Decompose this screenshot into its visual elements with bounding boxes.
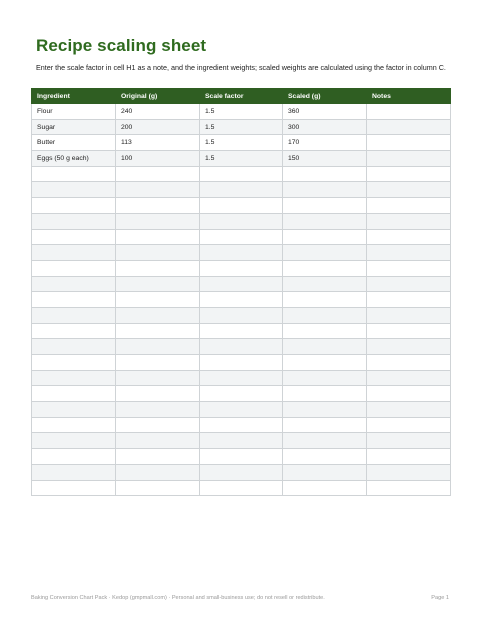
cell-ingredient[interactable] — [32, 464, 116, 480]
cell-scale-factor[interactable] — [200, 292, 283, 308]
table-header-row — [32, 89, 451, 104]
cell-scaled[interactable] — [283, 260, 367, 276]
cell-ingredient[interactable] — [32, 307, 116, 323]
cell-notes[interactable] — [367, 135, 451, 151]
cell-scale-factor[interactable]: 1.5 — [200, 151, 283, 167]
cell-ingredient[interactable] — [32, 323, 116, 339]
cell-scale-factor[interactable] — [200, 433, 283, 449]
table-row — [32, 355, 451, 371]
table-row — [32, 307, 451, 323]
column-header-scale-factor: Scale factor — [200, 89, 283, 104]
cell-scale-factor[interactable] — [200, 370, 283, 386]
cell-original[interactable] — [116, 480, 200, 496]
cell-original[interactable] — [116, 402, 200, 418]
cell-notes[interactable] — [367, 480, 451, 496]
cell-scaled[interactable] — [283, 182, 367, 198]
cell-ingredient[interactable] — [32, 355, 116, 371]
cell-notes[interactable] — [367, 229, 451, 245]
cell-notes[interactable] — [367, 166, 451, 182]
cell-scale-factor[interactable] — [200, 245, 283, 261]
table-row — [32, 166, 451, 182]
cell-original[interactable] — [116, 355, 200, 371]
table-row — [32, 433, 451, 449]
cell-scale-factor[interactable] — [200, 229, 283, 245]
cell-notes[interactable] — [367, 104, 451, 120]
column-header-ingredient: Ingredient — [32, 89, 116, 104]
table-row — [32, 339, 451, 355]
cell-scale-factor[interactable] — [200, 182, 283, 198]
cell-notes[interactable] — [367, 323, 451, 339]
cell-ingredient[interactable]: Eggs (50 g each) — [32, 151, 116, 167]
cell-notes[interactable] — [367, 198, 451, 214]
cell-scale-factor[interactable] — [200, 449, 283, 465]
cell-scale-factor[interactable] — [200, 339, 283, 355]
cell-ingredient[interactable] — [32, 449, 116, 465]
cell-original[interactable] — [116, 417, 200, 433]
cell-scale-factor[interactable] — [200, 480, 283, 496]
cell-ingredient[interactable] — [32, 260, 116, 276]
cell-scale-factor[interactable] — [200, 276, 283, 292]
cell-scaled[interactable] — [283, 449, 367, 465]
cell-scaled[interactable] — [283, 166, 367, 182]
cell-scaled[interactable] — [283, 307, 367, 323]
cell-ingredient[interactable] — [32, 166, 116, 182]
footer-credit: Baking Conversion Chart Pack · Kedop (gmpmall.com) · Personal and small-business use; do not resell or redistribute. — [31, 595, 325, 601]
table-row — [32, 386, 451, 402]
cell-scaled[interactable] — [283, 229, 367, 245]
cell-scale-factor[interactable] — [200, 260, 283, 276]
cell-scaled[interactable] — [283, 276, 367, 292]
cell-original[interactable]: 113 — [116, 135, 200, 151]
page-number: Page 1 — [431, 595, 449, 601]
cell-original[interactable] — [116, 245, 200, 261]
cell-scaled[interactable] — [283, 433, 367, 449]
cell-notes[interactable] — [367, 119, 451, 135]
cell-ingredient[interactable]: Butter — [32, 135, 116, 151]
cell-original[interactable] — [116, 229, 200, 245]
cell-scaled[interactable] — [283, 339, 367, 355]
table-row — [32, 370, 451, 386]
cell-scaled[interactable]: 300 — [283, 119, 367, 135]
cell-original[interactable] — [116, 276, 200, 292]
cell-scale-factor[interactable] — [200, 307, 283, 323]
cell-scaled[interactable] — [283, 464, 367, 480]
column-header-original: Original (g) — [116, 89, 200, 104]
cell-notes[interactable] — [367, 245, 451, 261]
cell-notes[interactable] — [367, 182, 451, 198]
cell-original[interactable] — [116, 339, 200, 355]
table-row — [32, 480, 451, 496]
column-header-scaled: Scaled (g) — [283, 89, 367, 104]
cell-scale-factor[interactable] — [200, 464, 283, 480]
cell-original[interactable]: 100 — [116, 151, 200, 167]
cell-scaled[interactable] — [283, 417, 367, 433]
table-row — [32, 182, 451, 198]
table-row — [32, 464, 451, 480]
cell-notes[interactable] — [367, 339, 451, 355]
cell-scale-factor[interactable] — [200, 198, 283, 214]
cell-scaled[interactable] — [283, 292, 367, 308]
cell-notes[interactable] — [367, 449, 451, 465]
cell-ingredient[interactable] — [32, 480, 116, 496]
table-row — [32, 151, 451, 167]
cell-ingredient[interactable] — [32, 198, 116, 214]
cell-scaled[interactable] — [283, 370, 367, 386]
cell-notes[interactable] — [367, 307, 451, 323]
table-row — [32, 104, 451, 120]
cell-original[interactable] — [116, 323, 200, 339]
table-row — [32, 417, 451, 433]
column-header-notes: Notes — [367, 89, 451, 104]
cell-notes[interactable] — [367, 292, 451, 308]
table-row — [32, 245, 451, 261]
cell-scale-factor[interactable] — [200, 386, 283, 402]
cell-scaled[interactable]: 150 — [283, 151, 367, 167]
cell-original[interactable] — [116, 213, 200, 229]
cell-notes[interactable] — [367, 355, 451, 371]
cell-original[interactable] — [116, 433, 200, 449]
cell-ingredient[interactable] — [32, 386, 116, 402]
table-row — [32, 135, 451, 151]
table-body — [32, 104, 451, 496]
cell-scaled[interactable] — [283, 386, 367, 402]
cell-notes[interactable] — [367, 464, 451, 480]
cell-notes[interactable] — [367, 402, 451, 418]
table-row — [32, 119, 451, 135]
cell-ingredient[interactable]: Sugar — [32, 119, 116, 135]
cell-notes[interactable] — [367, 433, 451, 449]
table-row — [32, 402, 451, 418]
recipe-table — [31, 88, 451, 496]
cell-notes[interactable] — [367, 213, 451, 229]
cell-ingredient[interactable] — [32, 292, 116, 308]
table-row — [32, 449, 451, 465]
cell-scaled[interactable] — [283, 355, 367, 371]
cell-original[interactable] — [116, 449, 200, 465]
cell-original[interactable] — [116, 198, 200, 214]
cell-ingredient[interactable] — [32, 402, 116, 418]
cell-ingredient[interactable] — [32, 213, 116, 229]
table-row — [32, 229, 451, 245]
table-row — [32, 260, 451, 276]
cell-scaled[interactable]: 170 — [283, 135, 367, 151]
cell-scale-factor[interactable] — [200, 355, 283, 371]
cell-scale-factor[interactable] — [200, 323, 283, 339]
cell-ingredient[interactable] — [32, 276, 116, 292]
cell-original[interactable] — [116, 182, 200, 198]
instructions-text: Enter the scale factor in cell H1 as a note, and the ingredient weights; scaled weights are calculated using the factor in column C. — [36, 63, 446, 72]
cell-notes[interactable] — [367, 276, 451, 292]
cell-ingredient[interactable] — [32, 433, 116, 449]
cell-scaled[interactable] — [283, 213, 367, 229]
cell-scaled[interactable] — [283, 245, 367, 261]
cell-notes[interactable] — [367, 386, 451, 402]
page-title: Recipe scaling sheet — [36, 36, 207, 55]
cell-ingredient[interactable] — [32, 229, 116, 245]
cell-scale-factor[interactable] — [200, 402, 283, 418]
cell-scaled[interactable]: 360 — [283, 104, 367, 120]
cell-original[interactable] — [116, 386, 200, 402]
cell-original[interactable] — [116, 464, 200, 480]
cell-ingredient[interactable]: Flour — [32, 104, 116, 120]
cell-scale-factor[interactable]: 1.5 — [200, 119, 283, 135]
cell-original[interactable]: 240 — [116, 104, 200, 120]
cell-ingredient[interactable] — [32, 339, 116, 355]
table-row — [32, 198, 451, 214]
cell-ingredient[interactable] — [32, 182, 116, 198]
table-row — [32, 276, 451, 292]
cell-scaled[interactable] — [283, 402, 367, 418]
cell-original[interactable] — [116, 370, 200, 386]
cell-notes[interactable] — [367, 370, 451, 386]
cell-notes[interactable] — [367, 417, 451, 433]
table-row — [32, 323, 451, 339]
cell-notes[interactable] — [367, 151, 451, 167]
cell-original[interactable]: 200 — [116, 119, 200, 135]
cell-original[interactable] — [116, 292, 200, 308]
table-row — [32, 292, 451, 308]
cell-scale-factor[interactable] — [200, 166, 283, 182]
cell-ingredient[interactable] — [32, 370, 116, 386]
cell-scale-factor[interactable] — [200, 213, 283, 229]
cell-notes[interactable] — [367, 260, 451, 276]
cell-ingredient[interactable] — [32, 417, 116, 433]
cell-scaled[interactable] — [283, 198, 367, 214]
cell-scaled[interactable] — [283, 480, 367, 496]
cell-original[interactable] — [116, 307, 200, 323]
cell-scale-factor[interactable] — [200, 417, 283, 433]
cell-ingredient[interactable] — [32, 245, 116, 261]
table-row — [32, 213, 451, 229]
cell-original[interactable] — [116, 166, 200, 182]
cell-scaled[interactable] — [283, 323, 367, 339]
cell-scale-factor[interactable]: 1.5 — [200, 135, 283, 151]
cell-scale-factor[interactable]: 1.5 — [200, 104, 283, 120]
cell-original[interactable] — [116, 260, 200, 276]
